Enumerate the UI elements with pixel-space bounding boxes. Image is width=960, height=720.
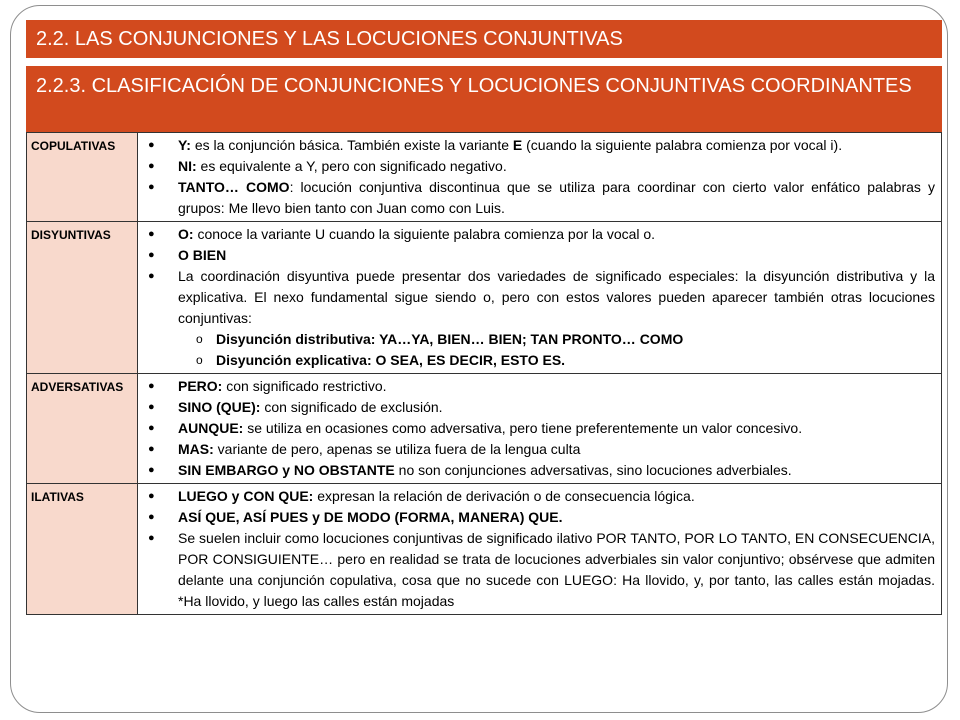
list-item: ● SINO (QUE): con significado de exclusión. <box>142 397 935 418</box>
list-item: ● SIN EMBARGO y NO OBSTANTE no son conjunciones adversativas, sino locuciones adverbiales. <box>142 460 935 481</box>
bullet-icon: ● <box>148 139 155 151</box>
circle-bullet-icon: o <box>196 353 203 367</box>
item-list <box>142 376 935 481</box>
table-row <box>27 133 942 222</box>
list-item: ● AUNQUE: se utiliza en ocasiones como adversativa, pero tiene preferentemente un valor concesivo. <box>142 418 935 439</box>
sub-list-item: o Disyunción distributiva: YA…YA, BIEN… BIEN; TAN PRONTO… COMO <box>196 329 935 350</box>
item-list <box>142 224 935 371</box>
bullet-icon: ● <box>148 401 155 413</box>
list-item: ● LUEGO y CON QUE: expresan la relación de derivación o de consecuencia lógica. <box>142 486 935 507</box>
table-row <box>27 374 942 484</box>
bullet-icon: ● <box>148 270 155 282</box>
section-subtitle: 2.2.3. CLASIFICACIÓN DE CONJUNCIONES Y LOCUCIONES CONJUNTIVAS COORDINANTES <box>26 66 942 132</box>
bullet-icon: ● <box>148 380 155 392</box>
list-item: ● La coordinación disyuntiva puede presentar dos variedades de significado especiales: la disyunción distributiva y la explicativa. El nexo fundamental sigue siendo o, pero con estos valores pueden aparecer también otras locuciones conjuntivas: <box>148 268 935 326</box>
list-item: ● MAS: variante de pero, apenas se utiliza fuera de la lengua culta <box>142 439 935 460</box>
list-item: ● PERO: con significado restrictivo. <box>142 376 935 397</box>
bullet-icon: ● <box>148 511 155 523</box>
item-list <box>142 135 935 219</box>
list-item: ● NI: es equivalente a Y, pero con significado negativo. <box>142 156 935 177</box>
category-content <box>138 222 942 374</box>
category-label: COPULATIVAS <box>27 133 138 222</box>
category-label: DISYUNTIVAS <box>27 222 138 374</box>
list-item: ● TANTO… COMO: locución conjuntiva discontinua que se utiliza para coordinar con cierto valor enfático palabras y grupos: Me llevo bien tanto con Juan como con Luis. <box>148 179 935 216</box>
table-row <box>27 222 942 374</box>
category-label: ILATIVAS <box>27 484 138 615</box>
bullet-icon: ● <box>148 181 155 193</box>
list-item: ● O: conoce la variante U cuando la siguiente palabra comienza por la vocal o. <box>142 224 935 245</box>
sub-list-item: o Disyunción explicativa: O SEA, ES DECIR, ESTO ES. <box>196 350 935 371</box>
list-item: ● ASÍ QUE, ASÍ PUES y DE MODO (FORMA, MANERA) QUE. <box>142 507 935 528</box>
circle-bullet-icon: o <box>196 332 203 346</box>
category-content <box>138 374 942 484</box>
bullet-icon: ● <box>148 422 155 434</box>
bullet-icon: ● <box>148 490 155 502</box>
list-item: ● O BIEN <box>142 245 935 266</box>
list-item: ● Y: es la conjunción básica. También existe la variante E (cuando la siguiente palabra comienza por vocal i). <box>142 135 935 156</box>
item-list <box>142 486 935 612</box>
bullet-icon: ● <box>148 464 155 476</box>
bullet-icon: ● <box>148 160 155 172</box>
category-content <box>138 133 942 222</box>
table-row <box>27 484 942 615</box>
list-item: ● Se suelen incluir como locuciones conjuntivas de significado ilativo POR TANTO, POR LO TANTO, EN CONSECUENCIA, POR CONSIGUIENTE… pero en realidad se trata de locuciones adverbiales sin valor conjuntivo; obsérvese que admiten delante una conjunción copulativa, cosa que no sucede con LUEGO: Ha llovido, y, por tanto, las calles están mojadas. *Ha llovido, y luego las calles están mojadas <box>148 530 935 609</box>
bullet-icon: ● <box>148 228 155 240</box>
bullet-icon: ● <box>148 249 155 261</box>
category-content <box>138 484 942 615</box>
page-title: 2.2. LAS CONJUNCIONES Y LAS LOCUCIONES CONJUNTIVAS <box>26 20 942 58</box>
sub-item-list <box>178 329 935 371</box>
bullet-icon: ● <box>148 532 155 544</box>
category-label: ADVERSATIVAS <box>27 374 138 484</box>
classification-table <box>26 132 942 615</box>
classification-table-wrap <box>26 132 942 615</box>
bullet-icon: ● <box>148 443 155 455</box>
